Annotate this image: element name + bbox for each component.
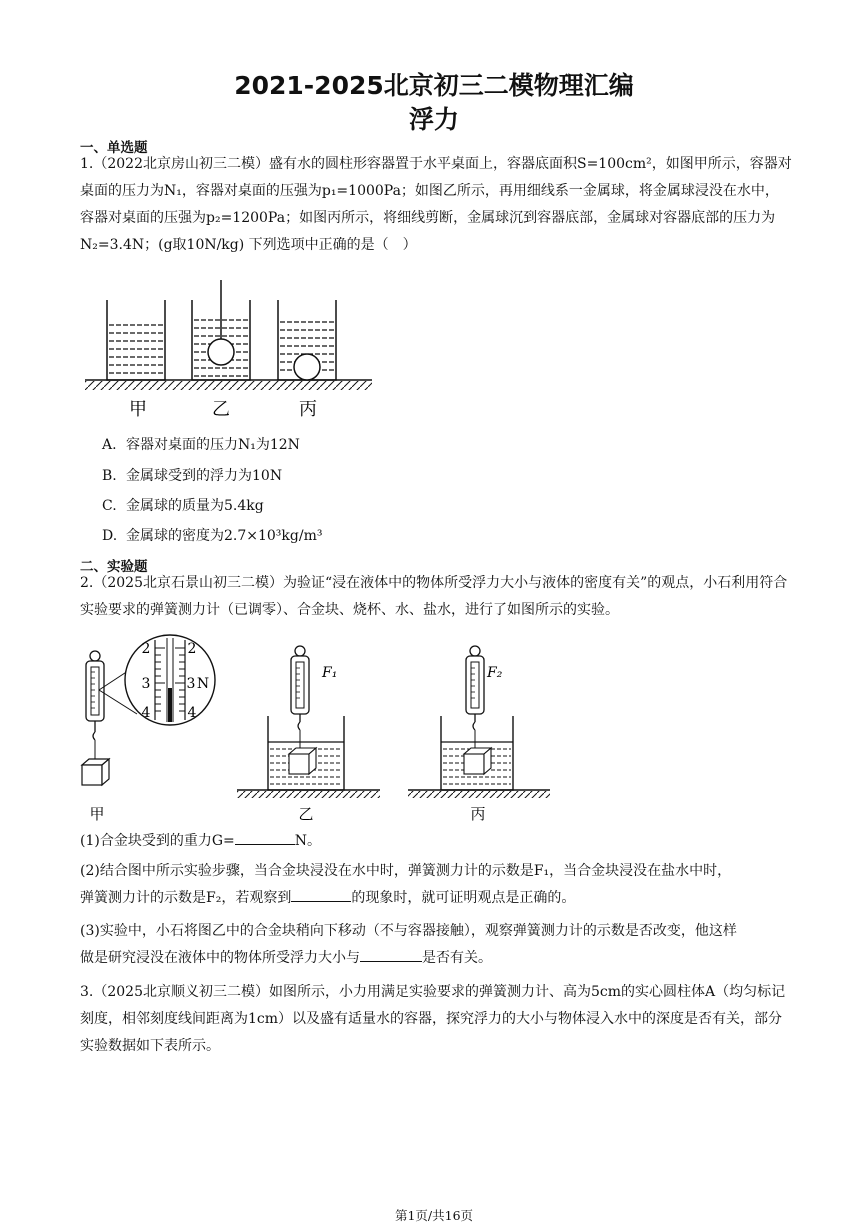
q1-figure-label-jia: 甲	[129, 399, 147, 420]
q2-sub2-line1: (2)结合图中所示实验步骤，当合金块浸没在水中时，弹簧测力计的示数是F₁，当合金块浸没在盐水中时，	[80, 863, 732, 879]
scale-unit: N	[196, 676, 210, 692]
option-c-label: C.	[102, 498, 117, 514]
spring-scale-yi	[291, 646, 309, 750]
force-label-f2: F₂	[487, 665, 503, 681]
q2-sub2	[80, 858, 792, 912]
scale-number-4-left: 4	[141, 705, 151, 721]
option-c-text: 金属球的质量为5.4kg	[126, 498, 264, 514]
ground-line-yi	[237, 790, 380, 798]
q2-figure-label-bing: 丙	[470, 805, 486, 823]
alloy-block-jia	[82, 759, 109, 785]
question-3-stem: 3.（2025北京顺义初三二模）如图所示，小力用满足实验要求的弹簧测力计、高为5cm的实心圆柱体A（均匀标记刻度，相邻刻度线间距离为1cm）以及盛有适量水的容器，探究浮力的大小与物体浸入水中的深度是否有关，部分实验数据如下表所示。	[80, 984, 786, 1054]
q1-figure-label-bing: 丙	[299, 399, 317, 420]
q2-sub3-text-after: 是否有关。	[422, 950, 492, 966]
q2-sub3-line1: (3)实验中，小石将图乙中的合金块稍向下移动（不与容器接触），观察弹簧测力计的示数是否改变，他这样	[80, 923, 737, 939]
beaker-bing	[441, 716, 513, 790]
option-b-text: 金属球受到的浮力为10N	[126, 468, 283, 484]
beaker-yi	[268, 716, 344, 790]
ground-line	[85, 380, 372, 390]
spring-scale-bing	[466, 646, 484, 750]
container-jia	[107, 300, 165, 380]
question-2-stem: 2.（2025北京石景山初三二模）为验证“浸在液体中的物体所受浮力大小与液体的密度有关”的观点，小石利用符合实验要求的弹簧测力计（已调零）、合金块、烧杯、水、盐水，进行了如图所示的实验。	[80, 575, 788, 618]
document-subtitle: 浮力	[408, 105, 459, 134]
option-d	[102, 525, 322, 545]
q2-sub3-blank[interactable]	[360, 947, 422, 962]
option-a-label: A.	[102, 437, 117, 453]
q1-figure	[80, 275, 380, 420]
option-d-text: 金属球的密度为2.7×10³kg/m³	[126, 528, 323, 544]
section-heading-single-choice: 一、单选题	[80, 140, 148, 156]
container-bing	[278, 300, 336, 380]
option-c	[102, 495, 264, 515]
option-b	[102, 465, 282, 485]
option-d-label: D.	[102, 528, 118, 544]
q2-sub2-text-before: 弹簧测力计的示数是F₂，若观察到	[80, 890, 292, 906]
document-title: 2021-2025北京初三二模物理汇编	[234, 71, 634, 100]
ground-line-bing	[408, 790, 550, 798]
page-footer: 第1页/共16页	[394, 1208, 474, 1223]
q2-sub2-text-after: 的现象时，就可证明观点是正确的。	[351, 890, 576, 906]
option-a-text: 容器对桌面的压力N₁为12N	[126, 437, 300, 453]
q1-figure-label-yi: 乙	[212, 399, 230, 420]
scale-number-3-left: 3	[141, 676, 151, 692]
scale-number-4-right: 4	[187, 705, 197, 721]
option-a	[102, 434, 300, 454]
scale-number-2-right: 2	[187, 641, 197, 657]
spring-scale-jia	[86, 651, 104, 760]
section-heading-experiment: 二、实验题	[80, 559, 148, 575]
q2-sub2-blank[interactable]	[291, 887, 351, 902]
force-label-f1: F₁	[322, 665, 338, 681]
container-yi	[192, 280, 250, 380]
option-b-label: B.	[102, 468, 117, 484]
q2-sub3	[80, 918, 792, 972]
q2-sub1-text-before: (1)合金块受到的重力G=	[80, 833, 235, 849]
q2-sub1-text-after: N。	[294, 833, 321, 849]
q2-figure	[75, 632, 555, 827]
q2-figure-label-jia: 甲	[89, 805, 105, 823]
question-1-stem: 1.（2022北京房山初三二模）盛有水的圆柱形容器置于水平桌面上，容器底面积S=100cm²，如图甲所示，容器对桌面的压力为N₁，容器对桌面的压强为p₁=1000Pa；如图乙所示，再用细线系一金属球，将金属球浸没在水中，容器对桌面的压强为p₂=1200Pa；如图丙所示，将细线剪断，金属球沉到容器底部，金属球对容器底部的压力为N₂=3.4N；(g取10N/kg) 下列选项中正确的是（ ）	[80, 156, 792, 253]
q2-sub3-text-before: 做是研究浸没在液体中的物体所受浮力大小与	[80, 950, 360, 966]
scale-number-2-left: 2	[141, 641, 151, 657]
q2-sub1-blank[interactable]	[235, 830, 295, 845]
scale-number-3-right: 3	[186, 676, 196, 692]
magnified-scale	[125, 635, 215, 725]
q2-sub1	[80, 828, 792, 855]
q2-figure-label-yi: 乙	[298, 805, 314, 823]
